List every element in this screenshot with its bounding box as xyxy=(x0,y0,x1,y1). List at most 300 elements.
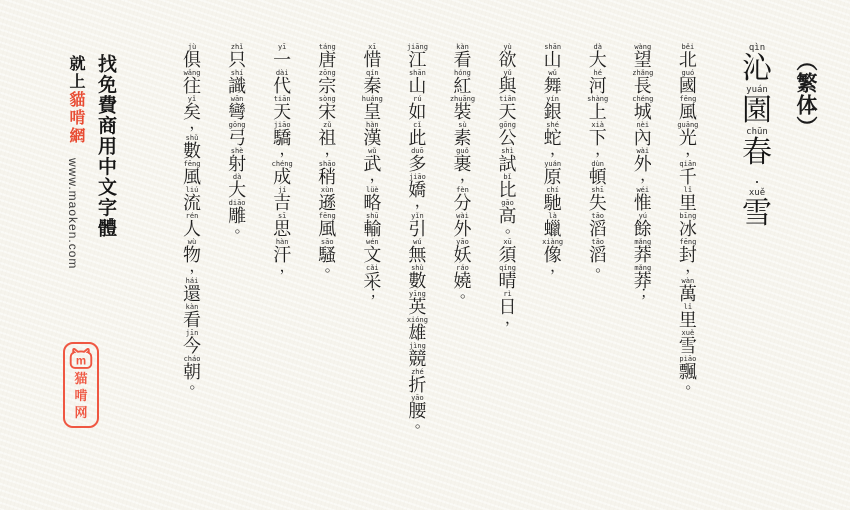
pinyin-annotation: xī xyxy=(368,43,377,51)
han-character: 大 xyxy=(588,50,607,70)
pinyin-annotation: tiān xyxy=(499,95,516,103)
pinyin-annotation: rì xyxy=(503,290,512,298)
char-cell xyxy=(363,213,381,239)
pinyin-annotation: dà xyxy=(232,173,242,181)
han-character: 滔 xyxy=(588,219,607,239)
char-cell xyxy=(318,44,336,70)
han-character: 素 xyxy=(453,128,472,148)
pinyin-annotation: wài xyxy=(456,212,469,220)
pinyin-annotation: guāng xyxy=(677,121,699,129)
char-cell xyxy=(363,122,381,148)
pinyin-annotation: jiāo xyxy=(273,121,291,129)
pinyin-annotation: gōng xyxy=(228,121,246,129)
char-cell xyxy=(363,44,381,70)
han-character: 城 xyxy=(633,102,652,122)
pinyin-annotation: yī xyxy=(277,43,287,51)
char-cell xyxy=(589,70,607,96)
char-cell xyxy=(183,278,201,304)
pinyin-annotation: jiāng xyxy=(406,43,428,51)
han-character: 蛇 xyxy=(543,128,562,148)
han-character: 秦 xyxy=(363,76,382,96)
han-character: 弓 xyxy=(228,128,247,148)
poem-column xyxy=(586,44,610,434)
punctuation-mark: 。 xyxy=(324,259,340,275)
char-cell xyxy=(273,44,291,70)
pinyin-annotation: diāo xyxy=(228,199,246,207)
han-character: 光 xyxy=(678,128,697,148)
pinyin-annotation: shǔ xyxy=(185,134,199,142)
han-character: 如 xyxy=(408,102,427,122)
char-cell xyxy=(679,96,697,122)
han-character: 風 xyxy=(183,167,201,187)
pinyin-annotation: hàn xyxy=(275,238,289,246)
pinyin-annotation: zhǐ xyxy=(230,43,244,51)
han-character: 河 xyxy=(588,76,607,96)
punctuation-mark: ， xyxy=(640,168,656,184)
han-character: 舞 xyxy=(543,76,562,96)
pinyin-annotation: duō xyxy=(411,147,424,155)
char-cell xyxy=(679,187,697,213)
char-cell xyxy=(634,187,652,213)
han-character: 腰 xyxy=(408,401,427,421)
pinyin-annotation: shí xyxy=(230,69,244,77)
pinyin-annotation: cǎi xyxy=(365,264,379,272)
pinyin-annotation: sāo xyxy=(320,238,334,246)
pinyin-annotation: chūn xyxy=(746,127,768,137)
punctuation-mark: ； xyxy=(369,285,385,301)
pinyin-annotation: xióng xyxy=(406,316,428,324)
han-character: 長 xyxy=(633,76,652,96)
punctuation-mark: 。 xyxy=(505,220,521,236)
pinyin-annotation: kàn xyxy=(456,43,469,51)
pinyin-annotation: zhuāng xyxy=(449,95,476,103)
char-cell xyxy=(408,291,426,317)
pinyin-annotation: zhé xyxy=(411,368,424,376)
pinyin-annotation: yīng xyxy=(408,290,426,298)
han-character: 看 xyxy=(183,310,201,330)
han-character: 朝 xyxy=(183,362,201,382)
pinyin-annotation: wéi xyxy=(636,186,650,194)
char-cell xyxy=(408,70,426,96)
logo-char-mao: 猫 xyxy=(74,371,88,386)
char-cell xyxy=(453,122,471,148)
han-character: 彎 xyxy=(228,102,247,122)
pinyin-annotation: yǐ xyxy=(187,95,197,103)
han-character: 折 xyxy=(408,375,427,395)
pinyin-annotation: qiān xyxy=(679,160,697,168)
pinyin-annotation: xuě xyxy=(681,329,695,337)
char-cell xyxy=(228,122,246,148)
pinyin-annotation: sòng xyxy=(318,95,336,103)
char-cell xyxy=(408,96,426,122)
han-character: 嬈 xyxy=(453,271,472,291)
han-character: 識 xyxy=(228,76,247,96)
pinyin-annotation: sù xyxy=(458,121,467,129)
char-cell xyxy=(589,44,607,70)
pinyin-annotation: yú xyxy=(638,212,647,220)
char-cell xyxy=(183,304,201,330)
char-cell xyxy=(453,70,471,96)
char-cell xyxy=(363,70,381,96)
han-character: 下 xyxy=(588,128,607,148)
punctuation-mark: ， xyxy=(189,259,205,275)
pinyin-annotation: yuán xyxy=(544,160,562,168)
char-cell xyxy=(679,161,697,187)
pinyin-annotation: jīn xyxy=(185,329,199,337)
punctuation-mark: ； xyxy=(640,285,656,301)
han-character: 江 xyxy=(408,50,427,70)
han-character: 欲 xyxy=(498,50,517,70)
pinyin-annotation: tiān xyxy=(273,95,291,103)
han-character: 里 xyxy=(678,310,697,330)
han-character: 外 xyxy=(633,154,652,174)
char-cell xyxy=(544,161,562,187)
char-cell xyxy=(742,86,772,128)
han-character: 一 xyxy=(273,50,292,70)
pinyin-annotation: dà xyxy=(593,43,602,51)
pinyin-annotation: wàng xyxy=(634,43,652,51)
poem-column xyxy=(225,44,249,434)
char-cell xyxy=(318,161,336,187)
pinyin-annotation: shān xyxy=(544,43,562,51)
pinyin-annotation: dùn xyxy=(591,160,605,168)
pinyin-annotation: yǔ xyxy=(503,69,512,77)
han-character: 莽 xyxy=(633,271,652,291)
tagline-prefix: 就上 xyxy=(67,55,84,91)
char-cell xyxy=(544,213,562,239)
han-character: 數 xyxy=(183,141,201,161)
char-cell xyxy=(183,161,201,187)
pinyin-annotation: fèn xyxy=(456,186,469,194)
pinyin-annotation: zǔ xyxy=(323,121,332,129)
char-cell xyxy=(318,187,336,213)
han-character: 內 xyxy=(633,128,652,148)
han-character: 千 xyxy=(678,167,697,187)
char-cell xyxy=(499,265,517,291)
pinyin-annotation: nèi xyxy=(636,121,650,129)
han-character: 雄 xyxy=(408,323,427,343)
han-character: 須 xyxy=(498,245,517,265)
pinyin-annotation: qìn xyxy=(748,43,766,53)
pinyin-annotation: xiàng xyxy=(542,238,564,246)
pinyin-annotation: ráo xyxy=(456,264,469,272)
char-cell xyxy=(742,44,772,86)
pinyin-annotation: bīng xyxy=(679,212,697,220)
han-character: 天 xyxy=(273,102,292,122)
char-cell xyxy=(499,96,517,122)
punctuation-mark: ， xyxy=(685,259,701,275)
logo-char-wang: 网 xyxy=(74,405,88,420)
han-character: 天 xyxy=(498,102,517,122)
poem-column xyxy=(360,44,384,434)
pinyin-annotation: cháo xyxy=(183,355,201,363)
pinyin-annotation: wén xyxy=(365,238,379,246)
char-cell xyxy=(183,135,201,161)
han-character: 此 xyxy=(408,128,427,148)
char-cell xyxy=(679,213,697,239)
han-character: 蠟 xyxy=(543,219,562,239)
char-cell xyxy=(679,44,697,70)
char-cell xyxy=(679,304,697,330)
pinyin-annotation: jí xyxy=(277,186,287,194)
char-cell xyxy=(228,148,246,174)
char-cell xyxy=(183,187,201,213)
han-character: 略 xyxy=(363,193,382,213)
punctuation-mark: ， xyxy=(550,259,566,275)
han-character: 今 xyxy=(183,336,201,356)
han-character: 輸 xyxy=(363,219,382,239)
han-character: 稍 xyxy=(318,167,337,187)
han-character: 風 xyxy=(318,219,337,239)
pinyin-annotation: yǐn xyxy=(411,212,424,220)
punctuation-mark: ， xyxy=(279,259,295,275)
char-cell xyxy=(363,239,381,265)
char-cell xyxy=(407,44,428,70)
pinyin-annotation: jiāo xyxy=(408,173,426,181)
char-cell xyxy=(318,96,336,122)
tagline-main: 找免費商用中文字體 xyxy=(95,54,116,239)
char-cell xyxy=(408,369,426,395)
pinyin-annotation: wān xyxy=(230,95,244,103)
char-cell xyxy=(183,213,201,239)
char-cell xyxy=(183,70,201,96)
char-cell xyxy=(634,239,652,265)
pinyin-annotation: gōng xyxy=(499,121,516,129)
pinyin-annotation: zōng xyxy=(318,69,336,77)
pinyin-annotation: jìng xyxy=(408,342,426,350)
han-character: 晴 xyxy=(498,271,517,291)
han-character: 頓 xyxy=(588,167,607,187)
han-character: 風 xyxy=(678,102,697,122)
han-character: 代 xyxy=(273,76,292,96)
char-cell xyxy=(318,70,336,96)
char-cell xyxy=(499,239,517,265)
char-cell xyxy=(408,239,426,265)
han-character: 英 xyxy=(408,297,427,317)
han-character: 高 xyxy=(498,206,517,226)
han-character: 裹 xyxy=(453,154,472,174)
han-character: 汗 xyxy=(273,245,292,265)
char-cell xyxy=(544,96,562,122)
han-character: 祖 xyxy=(318,128,337,148)
punctuation-mark: 。 xyxy=(459,285,475,301)
char-cell xyxy=(272,161,293,187)
char-cell xyxy=(453,213,471,239)
pinyin-annotation: hóng xyxy=(454,69,471,77)
han-character: 日 xyxy=(498,297,517,317)
char-cell xyxy=(228,44,246,70)
han-character: 試 xyxy=(498,154,517,174)
han-character: 比 xyxy=(498,180,517,200)
char-cell xyxy=(587,96,608,122)
punctuation-mark: ， xyxy=(595,142,611,158)
poem-column xyxy=(315,44,339,434)
han-character: 封 xyxy=(678,245,697,265)
han-character: 皇 xyxy=(363,102,382,122)
char-cell xyxy=(273,187,291,213)
han-character: 武 xyxy=(363,154,382,174)
char-cell xyxy=(634,213,652,239)
char-cell xyxy=(499,122,517,148)
punctuation-mark: ， xyxy=(685,142,701,158)
char-cell xyxy=(544,44,562,70)
poem-column xyxy=(405,44,429,434)
pinyin-annotation: shì xyxy=(501,147,514,155)
han-character: 沁 xyxy=(742,52,772,85)
char-cell xyxy=(183,44,201,70)
han-character: 分 xyxy=(453,193,472,213)
han-character: 山 xyxy=(408,76,427,96)
brand-name: 貓啃網 xyxy=(67,91,84,145)
punctuation-mark: ， xyxy=(550,142,566,158)
pinyin-annotation: fēng xyxy=(318,212,336,220)
char-cell xyxy=(589,161,607,187)
char-cell xyxy=(742,189,772,231)
char-cell xyxy=(407,317,428,343)
char-cell xyxy=(742,128,772,170)
han-character: 裝 xyxy=(453,102,472,122)
pinyin-annotation: xū xyxy=(503,238,512,246)
han-character: 數 xyxy=(408,271,427,291)
char-cell xyxy=(273,70,291,96)
han-character: 滔 xyxy=(588,245,607,265)
char-cell xyxy=(634,44,652,70)
char-cell xyxy=(632,70,653,96)
pinyin-annotation: xià xyxy=(591,121,605,129)
han-character: 物 xyxy=(183,245,201,265)
punctuation-mark: ， xyxy=(414,194,430,210)
char-cell xyxy=(499,174,517,200)
han-character: 引 xyxy=(408,219,427,239)
char-cell xyxy=(632,96,653,122)
pinyin-annotation: qín xyxy=(365,69,379,77)
han-character: 驕 xyxy=(273,128,292,148)
pinyin-annotation: lǐ xyxy=(683,303,693,311)
pinyin-annotation: shū xyxy=(365,212,379,220)
tagline-sub xyxy=(64,55,87,145)
pinyin-annotation: táng xyxy=(318,43,336,51)
pinyin-annotation: wǎng xyxy=(183,69,201,77)
pinyin-annotation: lüè xyxy=(365,186,379,194)
pinyin-annotation: lǐ xyxy=(683,186,693,194)
poem-column xyxy=(180,44,204,434)
han-character: 莽 xyxy=(633,245,652,265)
char-cell xyxy=(183,330,201,356)
han-character: 與 xyxy=(498,76,517,96)
pinyin-annotation: yāo xyxy=(456,238,469,246)
han-character: 妖 xyxy=(453,245,472,265)
pinyin-annotation: huáng xyxy=(361,95,383,103)
char-cell xyxy=(589,213,607,239)
char-cell xyxy=(228,174,246,200)
punctuation-mark: ， xyxy=(279,142,295,158)
pinyin-annotation: gāo xyxy=(501,199,514,207)
punctuation-mark: ， xyxy=(369,168,385,184)
pinyin-annotation: yāo xyxy=(411,394,424,402)
han-character: 宗 xyxy=(318,76,337,96)
pinyin-annotation: jù xyxy=(187,43,197,51)
pinyin-annotation: shù xyxy=(411,264,424,272)
han-character: 惜 xyxy=(363,50,382,70)
char-cell xyxy=(589,187,607,213)
poem-title xyxy=(741,44,773,231)
poem-column xyxy=(676,44,700,434)
char-cell xyxy=(408,122,426,148)
pinyin-annotation: hái xyxy=(185,277,199,285)
han-character: 射 xyxy=(228,154,247,174)
han-character: 雪 xyxy=(742,197,772,230)
han-character: 國 xyxy=(678,76,697,96)
pinyin-annotation: wàn xyxy=(681,277,695,285)
pinyin-annotation: cǐ xyxy=(413,121,422,129)
han-character: 多 xyxy=(408,154,427,174)
pinyin-annotation: rén xyxy=(185,212,199,220)
pinyin-annotation: shāo xyxy=(318,160,336,168)
pinyin-annotation: yuán xyxy=(746,85,768,95)
pinyin-annotation: guó xyxy=(681,69,695,77)
pinyin-annotation: běi xyxy=(681,43,695,51)
punctuation-mark: ， xyxy=(505,311,521,327)
pinyin-annotation: bǐ xyxy=(503,173,512,181)
pinyin-annotation: shī xyxy=(591,186,605,194)
han-character: 餘 xyxy=(633,219,652,239)
char-cell xyxy=(499,70,517,96)
pinyin-annotation: tāo xyxy=(591,212,605,220)
pinyin-annotation: rú xyxy=(413,95,422,103)
pinyin-annotation: qíng xyxy=(499,264,516,272)
char-cell xyxy=(273,96,291,122)
han-character: 萬 xyxy=(678,284,697,304)
pinyin-annotation: wù xyxy=(187,238,197,246)
char-cell xyxy=(453,187,471,213)
han-character: 矣 xyxy=(183,102,201,122)
pinyin-annotation: shàng xyxy=(587,95,609,103)
pinyin-annotation: wǔ xyxy=(368,147,377,155)
han-character: 嬌 xyxy=(408,180,427,200)
han-character: 春 xyxy=(742,136,772,169)
pinyin-annotation: zhǎng xyxy=(632,69,654,77)
han-character: 公 xyxy=(498,128,517,148)
pinyin-annotation: wú xyxy=(413,238,422,246)
han-character: 紅 xyxy=(453,76,472,96)
pinyin-annotation: xùn xyxy=(320,186,334,194)
han-character: 人 xyxy=(183,219,201,239)
pinyin-annotation: wài xyxy=(636,147,650,155)
char-cell xyxy=(408,343,426,369)
maoken-logo-stamp xyxy=(63,342,99,428)
han-character: 大 xyxy=(228,180,247,200)
pinyin-annotation: wǔ xyxy=(548,69,557,77)
char-cell xyxy=(679,70,697,96)
han-character: 里 xyxy=(678,193,697,213)
han-character: 飄 xyxy=(678,362,697,382)
char-cell xyxy=(544,187,562,213)
logo-char-ken: 啃 xyxy=(74,388,88,403)
pinyin-annotation: chéng xyxy=(271,160,293,168)
han-character: 成 xyxy=(273,167,292,187)
pinyin-annotation: yín xyxy=(546,95,559,103)
pinyin-annotation: hé xyxy=(593,69,602,77)
char-cell xyxy=(453,239,471,265)
han-character: 看 xyxy=(453,50,472,70)
pinyin-annotation: là xyxy=(548,212,557,220)
punctuation-mark: 。 xyxy=(595,259,611,275)
pinyin-annotation: shé xyxy=(546,121,559,129)
poem-column xyxy=(270,44,294,434)
char-cell xyxy=(499,148,517,174)
han-character: 上 xyxy=(588,102,607,122)
han-character: 北 xyxy=(678,50,697,70)
